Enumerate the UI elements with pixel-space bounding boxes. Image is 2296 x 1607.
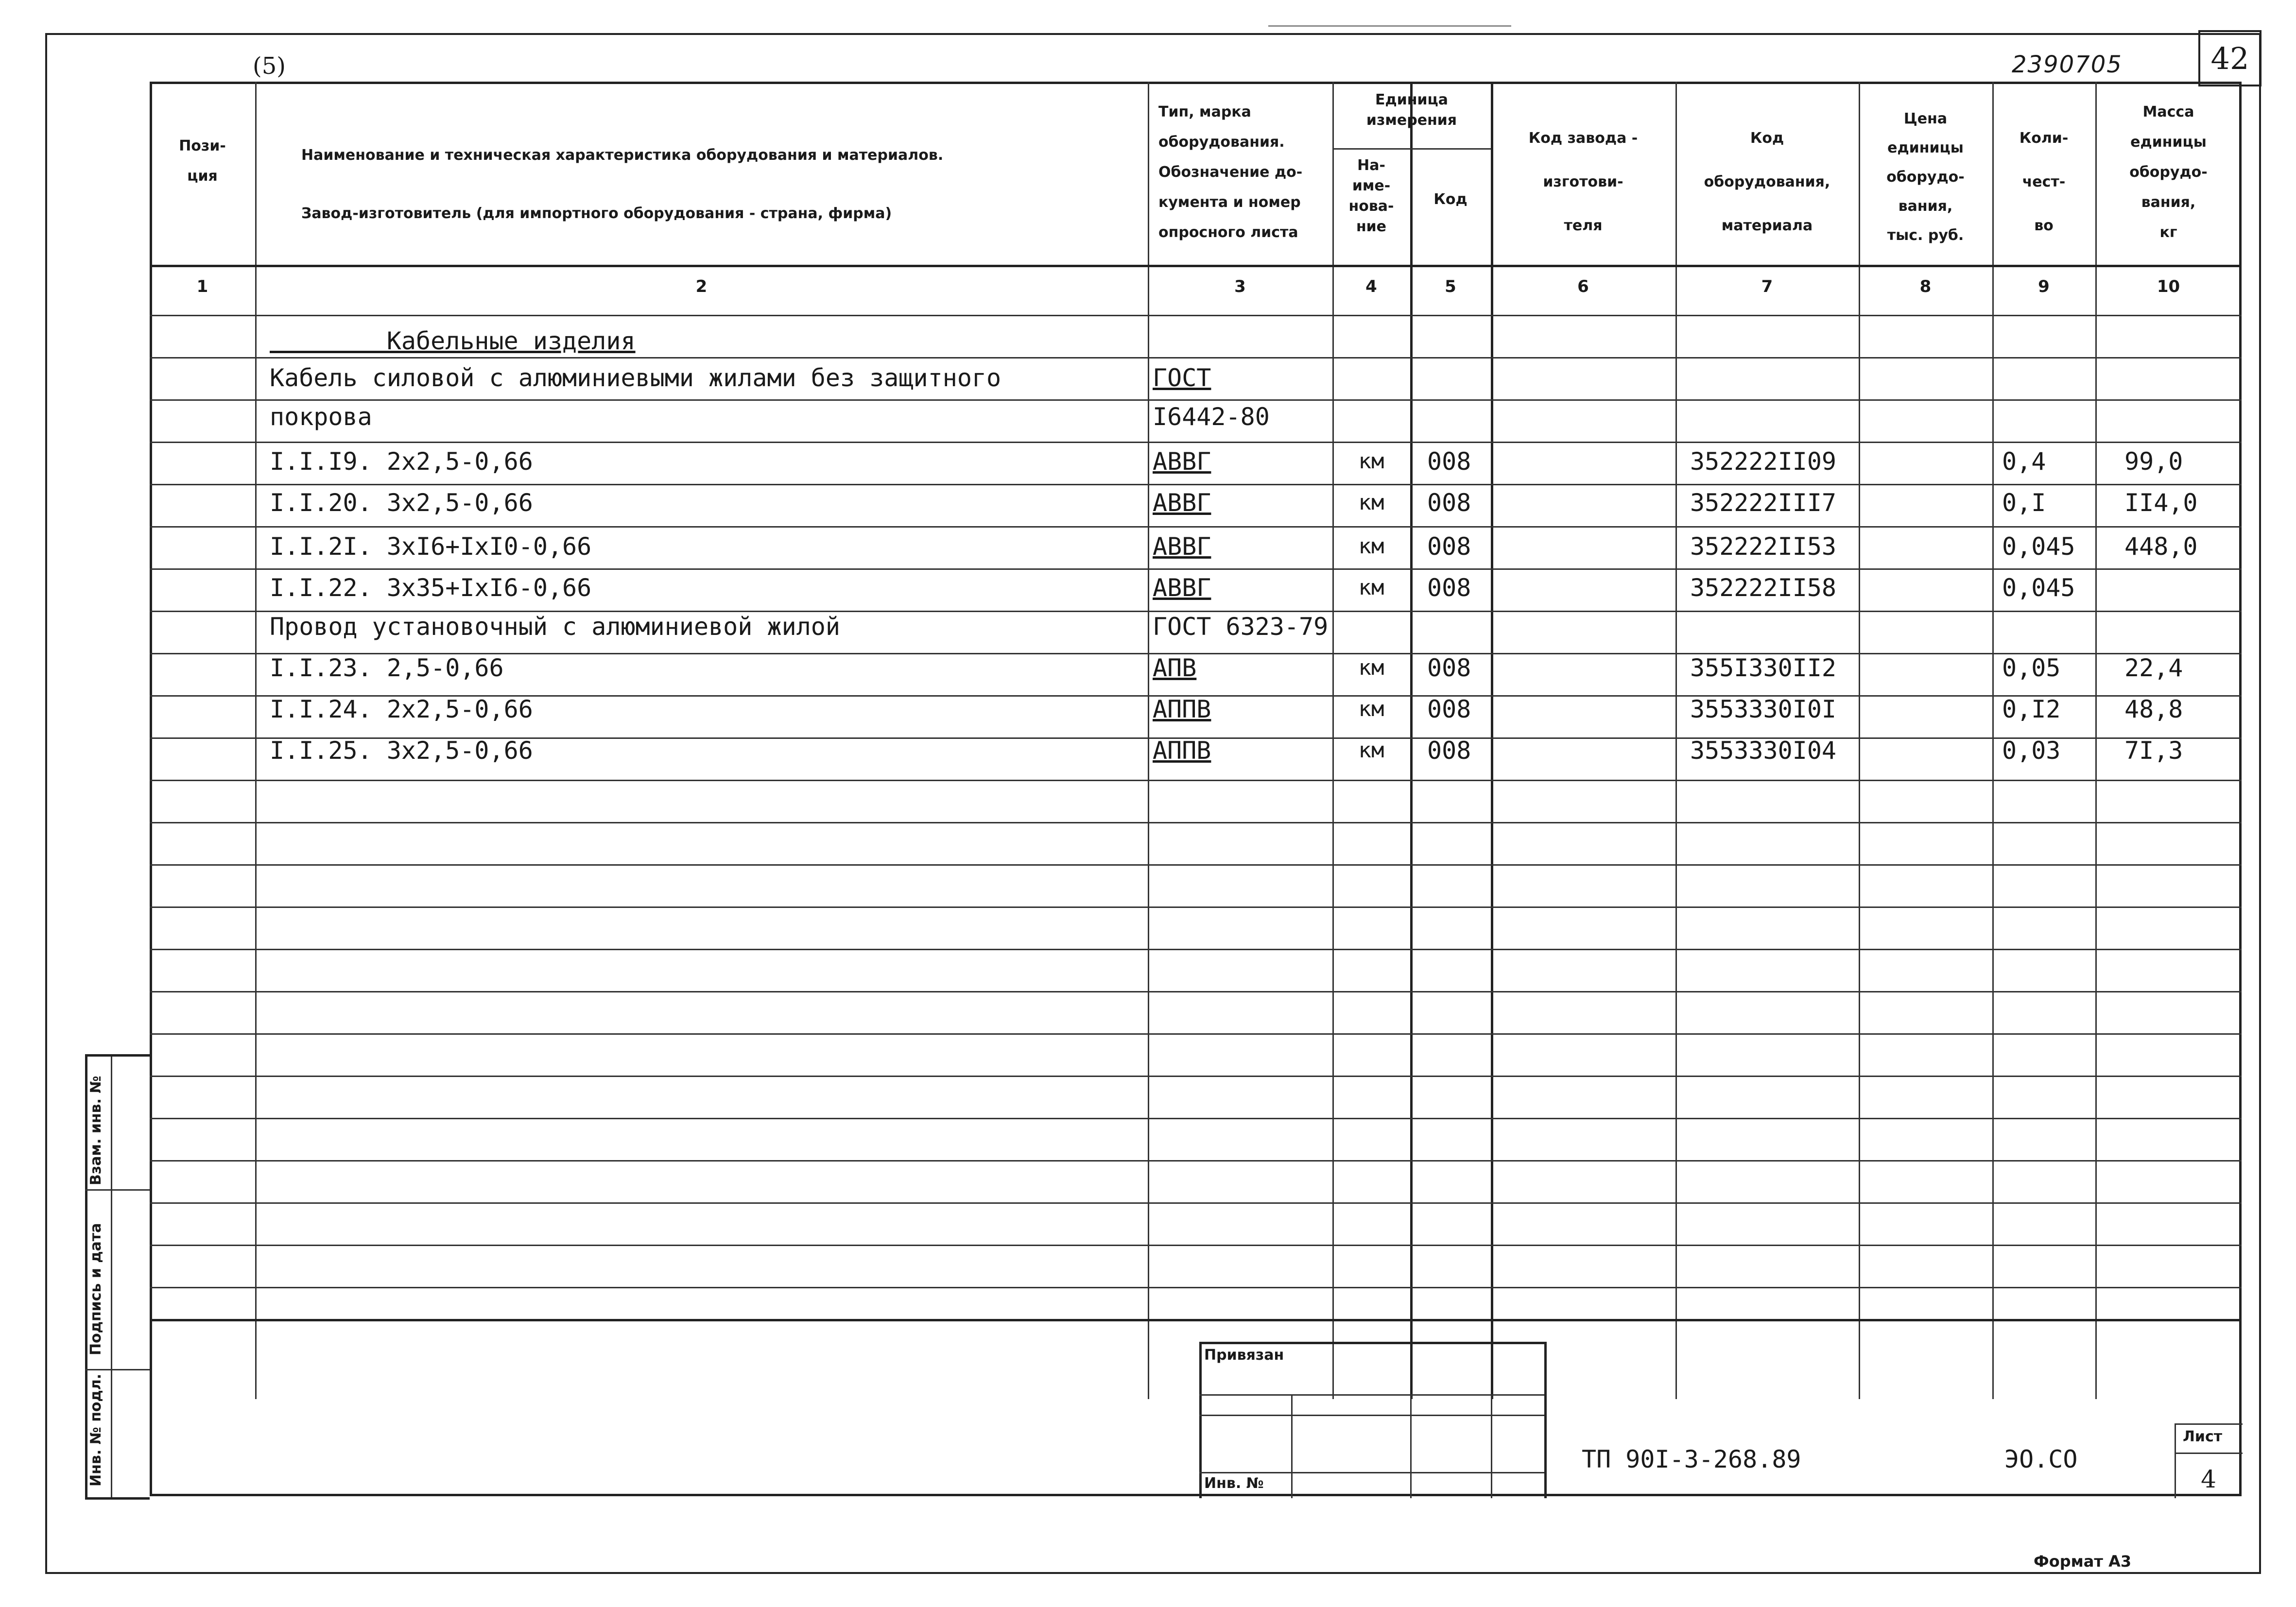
row-line	[150, 1287, 2242, 1288]
side-line	[85, 1054, 150, 1057]
column-header-line: материала	[1721, 217, 1813, 234]
row-line	[150, 822, 2242, 823]
column-number: 7	[1761, 277, 1773, 296]
column-header-line: оборудования.	[1158, 134, 1285, 151]
cell-qty: 0,I	[2002, 489, 2046, 517]
cell-name: I.I.24. 2x2,5-0,66	[270, 695, 533, 723]
inv-label: Инв. №	[1204, 1475, 1264, 1492]
column-number: 1	[196, 277, 208, 296]
cell-qty: 0,4	[2002, 447, 2046, 476]
column-number: 9	[2038, 277, 2050, 296]
side-label-replace-inv: Взам. инв. №	[87, 1076, 104, 1185]
column-header-line: име-	[1352, 177, 1391, 194]
cell-type: АВВГ	[1153, 574, 1211, 602]
cell-mass: 448,0	[2124, 532, 2198, 561]
cell-mass: 48,8	[2124, 695, 2183, 723]
row-line	[150, 1245, 2242, 1246]
cell-qty: 0,03	[2002, 736, 2061, 765]
row-line	[150, 906, 2242, 908]
cell-mass: II4,0	[2124, 489, 2198, 517]
unit-group-divider	[1332, 148, 1491, 150]
row-line	[150, 399, 2242, 401]
column-header-line: оборудования,	[1704, 173, 1830, 190]
section-mark: (5)	[253, 52, 286, 80]
stamp-line	[1199, 1415, 1544, 1416]
grid-bottom-line	[150, 1319, 2242, 1321]
stamp-line	[1199, 1472, 1544, 1473]
column-header-9	[1992, 117, 2095, 248]
column-header-line: Цена	[1903, 110, 1948, 127]
column-header-line: вания,	[1898, 198, 1953, 215]
column-header-line: На-	[1357, 157, 1385, 174]
cell-name: I.I.20. 3x2,5-0,66	[270, 489, 533, 517]
column-header-line: изготови-	[1543, 173, 1623, 190]
cell-unit: км	[1358, 575, 1384, 600]
column-number: 3	[1234, 277, 1246, 296]
cell-type: I6442-80	[1153, 403, 1270, 431]
side-line	[111, 1054, 112, 1499]
bound-label: Привязан	[1204, 1347, 1284, 1364]
column-header-line: оборудо-	[1886, 169, 1965, 186]
sheet-number: 42	[2198, 30, 2261, 86]
column-number: 4	[1365, 277, 1377, 296]
sheet-label: Лист	[2183, 1428, 2223, 1445]
cell-mass: 22,4	[2124, 654, 2183, 682]
stamp-line	[1410, 1394, 1412, 1498]
column-header-line: единицы	[1887, 139, 1964, 156]
row-line	[150, 357, 2242, 359]
row-line	[150, 1202, 2242, 1204]
column-header-2	[255, 126, 1148, 243]
number-row-line	[150, 315, 2242, 316]
column-header-8	[1859, 104, 1992, 250]
column-header-line: нова-	[1348, 198, 1394, 215]
row-line	[150, 780, 2242, 781]
stamp-line	[1199, 1394, 1544, 1396]
cell-name: I.I.23. 2,5-0,66	[270, 654, 504, 682]
cell-qty: 0,I2	[2002, 695, 2061, 723]
side-label-orig-inv: Инв. № подл.	[87, 1373, 104, 1487]
stamp-line	[1199, 1342, 1544, 1344]
column-header-line: вания,	[2141, 194, 2196, 211]
column-header-6	[1491, 117, 1675, 248]
cell-type: ГОСТ 6323-79	[1153, 613, 1329, 641]
cell-name: Кабель силовой с алюминиевыми жилами без защитного	[270, 364, 1001, 392]
column-header-line: Код завода -	[1528, 130, 1638, 147]
cell-unit-code: 008	[1427, 574, 1471, 602]
cell-name: I.I.2I. 3xI6+IxI0-0,66	[270, 532, 592, 561]
cell-name: Кабельные изделия	[270, 327, 636, 355]
cell-type: АППВ	[1153, 695, 1211, 723]
row-line	[150, 949, 2242, 950]
side-line	[85, 1189, 150, 1191]
column-header-line: Код	[1750, 130, 1784, 147]
cell-unit: км	[1358, 738, 1384, 763]
row-line	[150, 526, 2242, 528]
unit-group-header	[1332, 90, 1491, 131]
format-label: Формат А3	[2034, 1552, 2132, 1571]
column-header-4	[1332, 155, 1410, 237]
cell-equip-code: 3553330I0I	[1690, 695, 1837, 723]
cell-equip-code: 355I330II2	[1690, 654, 1837, 682]
unit-group-header-line: Единица	[1375, 91, 1448, 108]
stamp-line	[2175, 1453, 2243, 1454]
cell-type: АППВ	[1153, 736, 1211, 765]
column-header-line: ция	[187, 168, 218, 185]
cell-equip-code: 352222II53	[1690, 532, 1837, 561]
stamp-line	[1544, 1342, 1547, 1498]
cell-type: АВВГ	[1153, 489, 1211, 517]
row-line	[150, 1033, 2242, 1035]
stamp-line	[1491, 1394, 1492, 1498]
cell-type: АВВГ	[1153, 447, 1211, 476]
cell-equip-code: 3553330I04	[1690, 736, 1837, 765]
column-number: 6	[1577, 277, 1589, 296]
cell-unit-code: 008	[1427, 736, 1471, 765]
column-header-line: ние	[1356, 218, 1387, 235]
handwritten-doc-code: 2390705	[2012, 51, 2123, 78]
column-number: 8	[1919, 277, 1932, 296]
doc-number: ТП 90I-3-268.89	[1582, 1445, 1801, 1473]
cell-mass: 7I,3	[2124, 736, 2183, 765]
column-number: 10	[2157, 277, 2180, 296]
column-header-line: единицы	[2130, 134, 2207, 151]
row-line	[150, 568, 2242, 570]
column-header-line: теля	[1564, 217, 1603, 234]
cell-equip-code: 352222II09	[1690, 447, 1837, 476]
column-header-line: опросного листа	[1158, 224, 1298, 241]
stamp-line	[1291, 1394, 1293, 1498]
column-header-5	[1410, 185, 1491, 215]
column-header-3	[1148, 97, 1332, 248]
cell-type: ГОСТ	[1153, 364, 1211, 392]
side-line	[85, 1369, 150, 1370]
doc-mark: ЭО.СО	[2004, 1445, 2078, 1473]
stamp-line	[1199, 1342, 1202, 1498]
unit-group-header-line: измерения	[1366, 112, 1457, 129]
stamp-line	[2175, 1423, 2243, 1425]
cell-qty: 0,045	[2002, 532, 2075, 561]
row-line	[150, 864, 2242, 866]
cell-unit: км	[1358, 534, 1384, 559]
column-number: 5	[1445, 277, 1456, 296]
column-header-10	[2095, 97, 2242, 248]
cell-name: покрова	[270, 403, 372, 431]
cell-unit: км	[1358, 490, 1384, 515]
cell-equip-code: 352222III7	[1690, 489, 1837, 517]
cell-unit: км	[1358, 697, 1384, 721]
row-line	[150, 442, 2242, 443]
cell-name: I.I.I9. 2x2,5-0,66	[270, 447, 533, 476]
cell-unit-code: 008	[1427, 654, 1471, 682]
column-header-line: Код	[1433, 191, 1467, 208]
cell-name: I.I.22. 3x35+IxI6-0,66	[270, 574, 592, 602]
cell-unit-code: 008	[1427, 695, 1471, 723]
cell-type: АПВ	[1153, 654, 1197, 682]
cell-type: АВВГ	[1153, 532, 1211, 561]
row-line	[150, 484, 2242, 485]
cell-name: I.I.25. 3x2,5-0,66	[270, 736, 533, 765]
column-header-1	[150, 131, 255, 191]
column-header-line: кумента и номер	[1158, 194, 1301, 211]
row-line	[150, 1076, 2242, 1077]
cell-unit: км	[1358, 449, 1384, 474]
cell-qty: 0,045	[2002, 574, 2075, 602]
column-header-7	[1675, 117, 1859, 248]
cell-unit: км	[1358, 655, 1384, 680]
column-header-line: чест-	[2022, 173, 2066, 190]
row-line	[150, 1118, 2242, 1119]
column-header-line: Наименование и техническая характеристика оборудования и материалов.	[301, 147, 944, 164]
column-header-line: тыс. руб.	[1887, 227, 1964, 244]
row-line	[150, 991, 2242, 992]
cell-unit-code: 008	[1427, 447, 1471, 476]
cell-unit-code: 008	[1427, 532, 1471, 561]
cell-equip-code: 352222II58	[1690, 574, 1837, 602]
column-header-line: оборудо-	[2129, 164, 2208, 181]
column-header-line: Пози-	[179, 137, 226, 154]
top-mark	[1268, 25, 1511, 27]
cell-qty: 0,05	[2002, 654, 2061, 682]
cell-mass: 99,0	[2124, 447, 2183, 476]
column-header-line: во	[2034, 217, 2054, 234]
column-header-line: кг	[2159, 224, 2177, 241]
column-header-line: Завод-изготовитель (для импортного оборудования - страна, фирма)	[301, 205, 892, 222]
cell-name: Провод установочный с алюминиевой жилой	[270, 613, 840, 641]
row-line	[150, 1160, 2242, 1162]
column-number: 2	[695, 277, 708, 296]
column-header-line: Тип, марка	[1158, 103, 1251, 120]
column-header-line: Коли-	[2019, 130, 2069, 147]
sheet-value: 4	[2201, 1465, 2216, 1493]
side-line	[85, 1497, 150, 1500]
column-header-line: Обозначение до-	[1158, 164, 1303, 181]
side-label-signature: Подпись и дата	[87, 1223, 104, 1355]
cell-unit-code: 008	[1427, 489, 1471, 517]
header-bottom-line	[150, 265, 2242, 267]
column-header-line: Масса	[2142, 103, 2194, 120]
